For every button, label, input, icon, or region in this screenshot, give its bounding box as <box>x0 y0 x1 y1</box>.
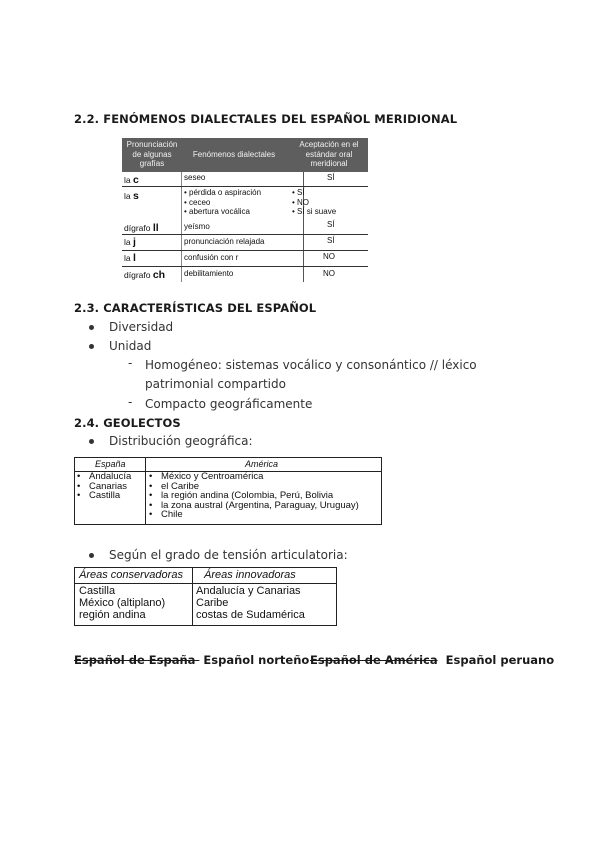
grapheme-j: j <box>132 236 136 248</box>
list-item: • la región andina (Colombia, Perú, Bolivia <box>147 491 359 501</box>
grapheme-ll: ll <box>152 222 159 234</box>
header-espana: España <box>95 459 126 469</box>
sub-list-item: - Compacto geográficamente <box>128 395 313 411</box>
list-item: Diversidad <box>89 320 289 336</box>
list-item: • Castilla <box>75 491 131 501</box>
corrected-text: Español peruano <box>445 653 555 667</box>
espana-list <box>75 472 131 501</box>
section-heading-2-2: 2.2. FENÓMENOS DIALECTALES DEL ESPAÑOL MERIDIONAL <box>74 112 458 126</box>
bullet-icon <box>89 439 94 444</box>
struck-text: Español de España <box>74 653 200 667</box>
geographic-distribution-table <box>74 457 382 525</box>
list-item: • Canarias <box>75 482 131 492</box>
grapheme-c: c <box>132 174 139 186</box>
correction-line-1 <box>74 653 309 667</box>
list-item: Distribución geográfica: <box>89 434 339 450</box>
header-innovadoras: Áreas innovadoras <box>204 569 296 581</box>
struck-text: Español de América <box>310 653 438 667</box>
list-item: Unidad <box>89 339 289 355</box>
header-fenomenos: Fenómenos dialectales <box>192 150 276 159</box>
america-list <box>147 472 359 520</box>
sub-list-item: - Homogéneo: sistemas vocálico y consonántico // léxico patrimonial compartido <box>128 356 477 391</box>
innovadoras-list: Andalucía y Canarias Caribe costas de Sudamérica <box>196 585 305 621</box>
bullet-icon <box>89 553 94 558</box>
table-row: la s • pérdida o aspiración • ceceo • abertura vocálica • SÍ • NO • SÍ si suave dígrafo ll yeísmo SÍ <box>122 186 368 235</box>
correction-line-2 <box>310 653 554 667</box>
list-item: • México y Centroamérica <box>147 472 359 482</box>
list-item: Según el grado de tensión articulatoria: <box>89 548 389 564</box>
bullet-icon <box>89 344 94 349</box>
section-heading-2-4: 2.4. GEOLECTOS <box>74 416 181 430</box>
table-row: la l confusión con r NO <box>122 250 368 267</box>
bullet-icon <box>89 325 94 330</box>
header-grafias: Pronunciación de algunas grafías <box>126 140 178 168</box>
section-heading-2-3: 2.3. CARACTERÍSTICAS DEL ESPAÑOL <box>74 301 317 315</box>
list-item: • el Caribe <box>147 482 359 492</box>
header-conservadoras: Áreas conservadoras <box>79 569 183 581</box>
list-item: • Chile <box>147 510 359 520</box>
conservadoras-list: Castilla México (altiplano) región andina <box>79 585 166 621</box>
header-aceptacion: Aceptación en el estándar oral meridional <box>299 140 359 168</box>
table-row: la c seseo SÍ <box>122 172 368 187</box>
table-header <box>122 138 368 172</box>
list-item: • Andalucía <box>75 472 131 482</box>
grapheme-l: l <box>132 252 136 264</box>
list-item: • la zona austral (Argentina, Paraguay, Uruguay) <box>147 501 359 511</box>
grapheme-ch: ch <box>152 269 166 281</box>
header-america: América <box>245 459 279 469</box>
grapheme-s: s <box>132 190 139 202</box>
table-row: dígrafo ch debilitamiento NO <box>124 269 335 281</box>
articulatory-tension-table <box>74 567 337 626</box>
corrected-text: Español norteño <box>203 653 310 667</box>
table-row: la j pronunciación relajada SÍ <box>122 234 368 251</box>
